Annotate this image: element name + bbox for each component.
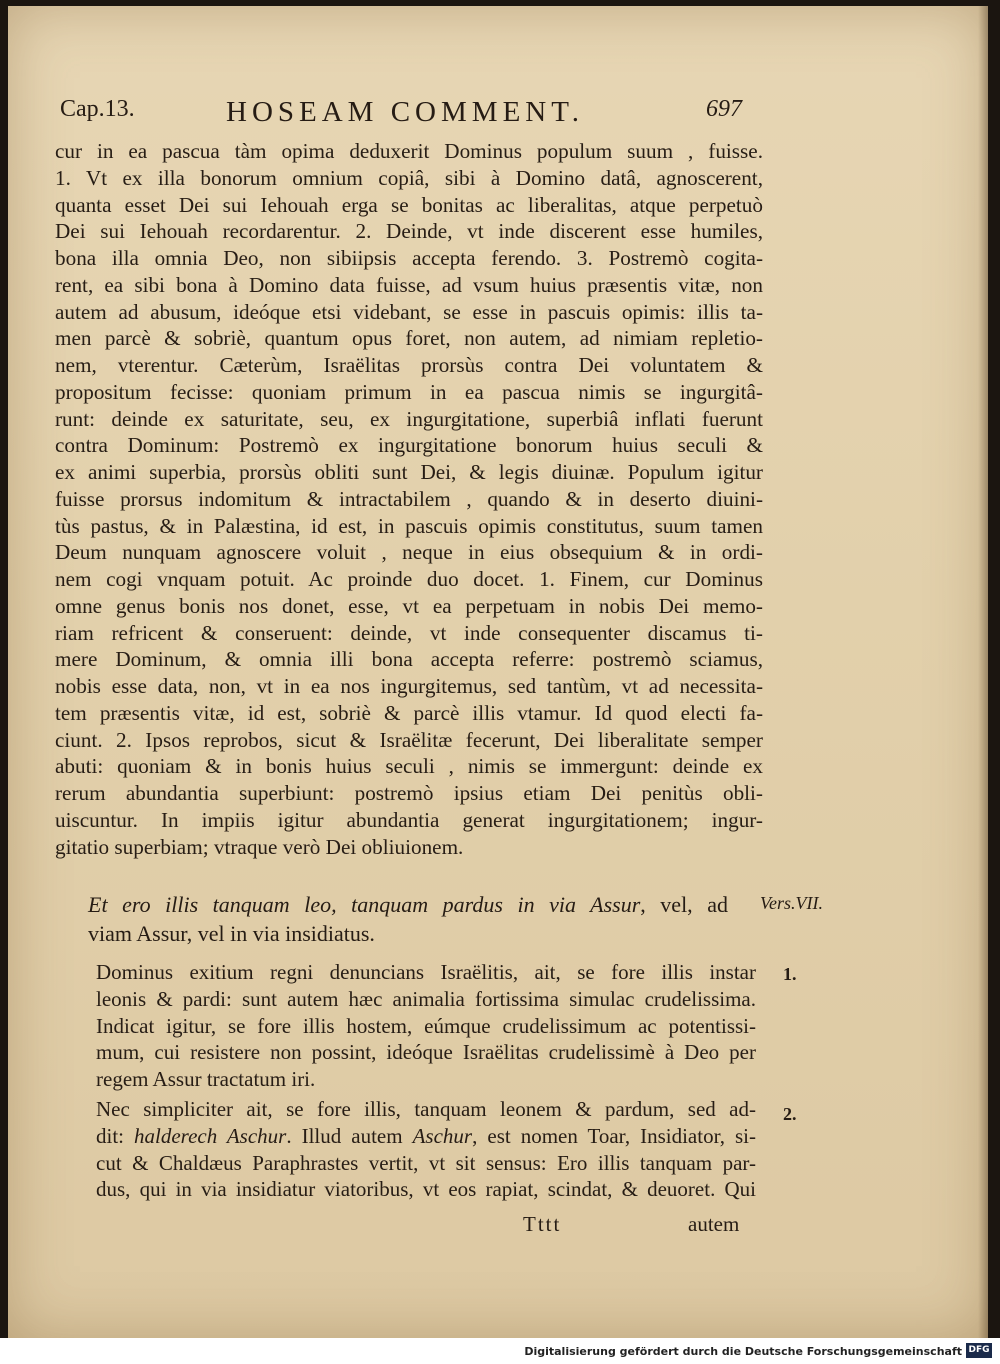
p2-hebrew-phrase: halderech Aschur	[134, 1123, 287, 1148]
catchword: autem	[688, 1212, 740, 1236]
page-edge-shadow	[978, 6, 988, 1338]
body-text-line: uiscuntur. In impiis igitur abundantia generat ingurgitationem; ingur-	[55, 807, 763, 832]
body-text-line: fuisse prorsus indomitum & intractabilem , quando & in deserto diuini-	[55, 486, 763, 511]
verse-heading	[88, 890, 728, 948]
body-text-line: nem cogi vnquam potuit. Ac proinde duo docet. 1. Finem, cur Dominus	[55, 567, 763, 591]
paragraph-2	[96, 1096, 756, 1203]
body-text-line: tem præsentis vitæ, id est, sobriè & parcè illis vtamur. Id quod electi fa-	[55, 700, 763, 725]
footer-credit: Digitalisierung gefördert durch die Deutsche Forschungsgemeinschaft	[524, 1345, 962, 1358]
digitization-footer	[0, 1338, 1000, 1364]
paragraph-1-number: 1.	[783, 964, 797, 984]
book-page	[8, 6, 988, 1338]
paragraph-1-line: regem Assur tractatum iri.	[96, 1067, 316, 1091]
body-text-line: autem ad abusum, ideóque etsi videbant, se esse in pascuis opimis: illis ta-	[55, 299, 763, 324]
body-text-line: runt: deinde ex saturitate, seu, ex ingurgitatione, superbiâ inflati fuerunt	[55, 406, 763, 431]
verse-margin-note: Vers.VII.	[760, 893, 823, 913]
p2-text-a: dit:	[96, 1123, 135, 1148]
body-text-line: rent, ea sibi bona à Domino data fuisse, ad vsum huius præsentis vitæ, non	[55, 272, 763, 297]
body-text-line: rerum abundantia superbiunt: postremò ipsius etiam Dei penitùs obli-	[55, 781, 763, 805]
chapter-label: Cap.13.	[60, 96, 135, 122]
body-text-line: 1. Vt ex illa bonorum omnium copiâ, sibi à Domino datâ, agnoscerent,	[55, 165, 763, 190]
paragraph-2-line-4: dus, qui in via insidiatur viatoribus, vt eos rapiat, scindat, & deuoret. Qui	[96, 1177, 756, 1202]
paragraph-1-line: Dominus exitium regni denuncians Israëlitis, ait, se fore illis instar	[96, 960, 756, 984]
paragraph-2-line-3: cut & Chaldæus Paraphrastes vertit, vt sit sensus: Ero illis tanquam par-	[96, 1150, 756, 1175]
body-text-line: ex animi superbia, prorsùs obliti sunt Dei, & legis diuinæ. Populum igitur	[55, 460, 763, 484]
body-text-line: cur in ea pascua tàm opima deduxerit Dominus populum suum , fuisse.	[55, 139, 763, 163]
verse-heading-rest: , vel, ad	[640, 892, 728, 917]
verse-heading-line-2: viam Assur, vel in via insidiatus.	[88, 921, 375, 946]
body-text-line: gitatio superbiam; vtraque verò Dei obliuionem.	[55, 834, 464, 859]
body-text-line: nobis esse data, non, vt in ea nos ingurgitemus, sed tantùm, vt ad necessita-	[55, 674, 763, 698]
p2-hebrew-word: Aschur	[412, 1123, 473, 1148]
verse-heading-line-1	[88, 890, 728, 919]
body-text-line: tùs pastus, & in Palæstina, id est, in pascuis opimis constitutus, suum tamen	[55, 513, 763, 538]
body-text-line: men parcè & sobriè, quantum opus foret, non autem, ad nimiam repletio-	[55, 326, 763, 351]
running-title: HOSEAM COMMENT.	[226, 96, 585, 128]
dfg-logo-icon: DFG	[966, 1343, 992, 1358]
body-text-line: riam refricent & conseruent: deinde, vt inde consequenter discamus ti-	[55, 620, 763, 645]
p2-text-b: . Illud autem	[286, 1123, 413, 1148]
body-text-line: mere Dominum, & omnia illi bona accepta referre: postremò sciamus,	[55, 647, 763, 672]
body-text-line: quanta esset Dei sui Iehouah erga se bonitas ac liberalitas, atque perpetuò	[55, 192, 763, 217]
paragraph-1-line: mum, cui resistere non possint, ideóque Israëlitas crudelissimè à Deo per	[96, 1040, 756, 1065]
verse-heading-italic: Et ero illis tanquam leo, tanquam pardus in via Assur	[88, 892, 641, 917]
body-text-line: Deum nunquam agnoscere voluit , neque in eius obsequium & in ordi-	[55, 540, 763, 565]
paragraph-1	[96, 959, 756, 1093]
body-text-line: propositum fecisse: quoniam primum in ea pascua nimis se ingurgitâ-	[55, 379, 763, 404]
body-text-line: Dei sui Iehouah recordarentur. 2. Deinde, vt inde discerent esse humiles,	[55, 219, 763, 244]
signature-mark: Tttt	[523, 1212, 562, 1236]
p2-text-c: , est nomen Toar, Insidiator, si-	[472, 1123, 756, 1148]
body-text-line: ciunt. 2. Ipsos reprobos, sicut & Israëlitæ fecerunt, Dei liberalitate semper	[55, 727, 763, 752]
paragraph-1-line: leonis & pardi: sunt autem hæc animalia fortissima simulac crudelissima.	[96, 986, 756, 1011]
page-number: 697	[706, 96, 742, 122]
paragraph-2-line-2	[96, 1123, 756, 1150]
body-text-line: abuti: quoniam & in bonis huius seculi , nimis se immergunt: deinde ex	[55, 754, 763, 779]
body-text-line: omne genus bonis nos donet, esse, vt ea perpetuam in nobis Dei memo-	[55, 593, 763, 618]
paragraph-2-line-1: Nec simpliciter ait, se fore illis, tanquam leonem & pardum, sed ad-	[96, 1097, 756, 1121]
body-text	[55, 138, 763, 860]
paragraph-1-line: Indicat igitur, se fore illis hostem, eúmque crudelissimum ac potentissi-	[96, 1013, 756, 1038]
body-text-line: bona illa omnia Deo, non sibiipsis accepta ferendo. 3. Postremò cogita-	[55, 246, 763, 270]
body-text-line: nem, vterentur. Cæterùm, Israëlitas prorsùs contra Dei voluntatem &	[55, 353, 763, 377]
paragraph-2-number: 2.	[783, 1104, 797, 1124]
body-text-line: contra Dominum: Postremò ex ingurgitatione bonorum huius seculi &	[55, 433, 763, 458]
